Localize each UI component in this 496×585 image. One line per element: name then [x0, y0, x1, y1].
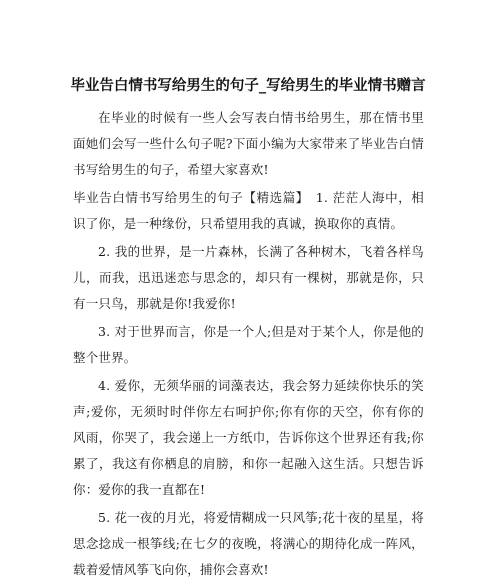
sentence-paragraph-4: 4. 爱你，无须华丽的词藻表达，我会努力延续你快乐的笑声;爱你，无须时时伴你左右呵护你;你有你的天空，你有你的风雨，你哭了，我会递上一方纸巾，告诉你这个世界还有我;你累了，我这有你栖息的肩膀，和你一起融入这生活。只想告诉你：爱你的我一直都在! [73, 378, 424, 497]
document-body [73, 105, 424, 585]
section-heading-paragraph: 毕业告白情书写给男生的句子【精选篇】 1. 茫茫人海中，相识了你，是一种缘份，只希望用我的真诚，换取你的真情。 [73, 190, 424, 231]
document-title: 毕业告白情书写给男生的句子_写给男生的毕业情书赠言 [70, 78, 426, 94]
intro-paragraph: 在毕业的时候有一些人会写表白情书给男生，那在情书里面她们会写一些什么句子呢?下面小编为大家带来了毕业告白情书写给男生的句子，希望大家喜欢! [73, 110, 424, 177]
sentence-paragraph-3: 3. 对于世界而言，你是一个人;但是对于某个人，你是他的整个世界。 [73, 324, 424, 365]
sentence-paragraph-2: 2. 我的世界，是一片森林，长满了各种树木，飞着各样鸟儿，而我，迅迅迷恋与思念的，却只有一棵树，那就是你，只有一只鸟，那就是你!我爱你! [73, 244, 424, 311]
sentence-paragraph-5: 5. 花一夜的月光，将爱情糊成一只风筝;花十夜的星星，将思念捻成一根筝线;在七夕的夜晚，将满心的期待化成一阵风，载着爱情风筝飞向你，捕你会喜欢! [73, 510, 424, 577]
